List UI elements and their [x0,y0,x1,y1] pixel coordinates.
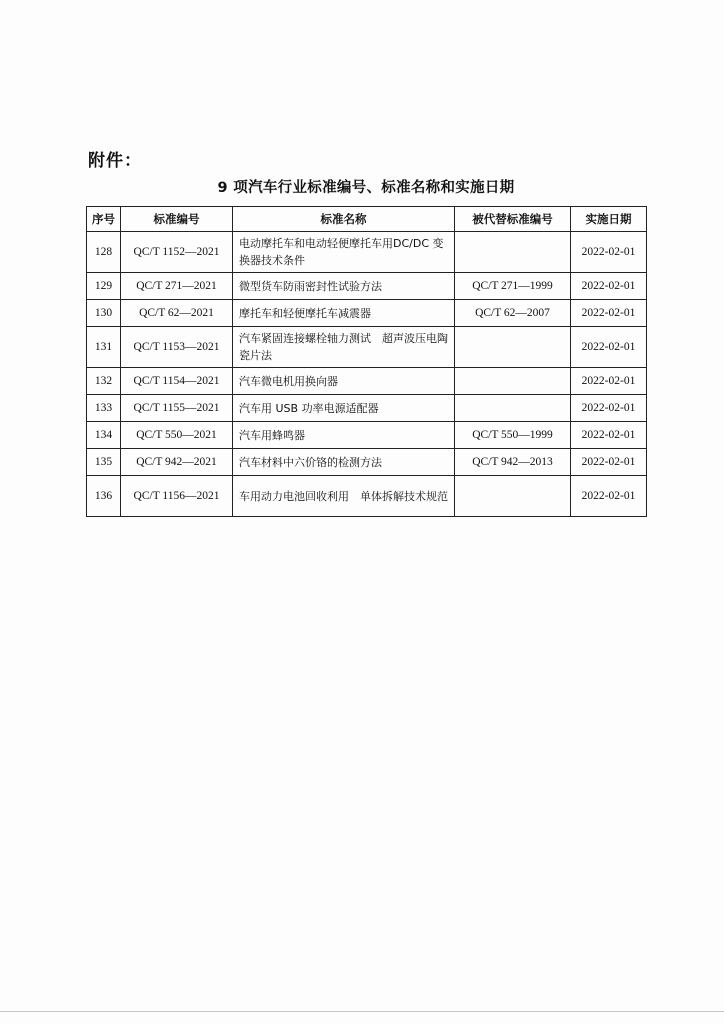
cell-replaced-code [455,368,571,395]
attachment-label: 附件： [88,151,142,171]
cell-standard-name: 微型货车防雨密封性试验方法 [233,273,455,300]
cell-serial-no: 131 [87,327,121,368]
cell-effective-date: 2022-02-01 [571,273,647,300]
cell-effective-date: 2022-02-01 [571,368,647,395]
table-row [87,449,647,476]
cell-effective-date: 2022-02-01 [571,422,647,449]
cell-standard-code: QC/T 550—2021 [121,422,233,449]
cell-standard-name: 汽车用 USB 功率电源适配器 [233,395,455,422]
cell-standard-code: QC/T 1152—2021 [121,232,233,273]
cell-replaced-code: QC/T 550—1999 [455,422,571,449]
table-row [87,327,647,368]
cell-serial-no: 132 [87,368,121,395]
header-serial-no: 序号 [87,207,121,232]
table-row [87,232,647,273]
cell-serial-no: 134 [87,422,121,449]
table-row [87,300,647,327]
cell-standard-code: QC/T 1155—2021 [121,395,233,422]
cell-standard-code: QC/T 62—2021 [121,300,233,327]
cell-standard-code: QC/T 1154—2021 [121,368,233,395]
cell-standard-code: QC/T 271—2021 [121,273,233,300]
cell-effective-date: 2022-02-01 [571,232,647,273]
table-row [87,395,647,422]
header-effective-date: 实施日期 [571,207,647,232]
cell-serial-no: 128 [87,232,121,273]
document-title: 9 项汽车行业标准编号、标准名称和实施日期 [217,180,515,196]
cell-standard-code: QC/T 1153—2021 [121,327,233,368]
cell-effective-date: 2022-02-01 [571,476,647,517]
cell-effective-date: 2022-02-01 [571,395,647,422]
cell-replaced-code [455,232,571,273]
cell-serial-no: 135 [87,449,121,476]
cell-replaced-code [455,327,571,368]
cell-serial-no: 130 [87,300,121,327]
header-standard-code: 标准编号 [121,207,233,232]
header-replaced-code: 被代替标准编号 [455,207,571,232]
standards-table [86,206,647,517]
cell-standard-name: 摩托车和轻便摩托车减震器 [233,300,455,327]
cell-standard-name: 汽车用蜂鸣器 [233,422,455,449]
cell-serial-no: 129 [87,273,121,300]
table-row [87,476,647,517]
cell-effective-date: 2022-02-01 [571,449,647,476]
header-standard-name: 标准名称 [233,207,455,232]
page-bottom-divider [0,1011,724,1012]
cell-standard-name: 电动摩托车和电动轻便摩托车用DC/DC 变换器技术条件 [233,232,455,273]
cell-replaced-code [455,395,571,422]
cell-serial-no: 136 [87,476,121,517]
cell-standard-name: 汽车紧固连接螺栓轴力测试 超声波压电陶瓷片法 [233,327,455,368]
table-row [87,422,647,449]
cell-standard-name: 车用动力电池回收利用 单体拆解技术规范 [233,476,455,517]
cell-effective-date: 2022-02-01 [571,327,647,368]
table-row [87,273,647,300]
cell-serial-no: 133 [87,395,121,422]
cell-standard-name: 汽车材料中六价铬的检测方法 [233,449,455,476]
cell-standard-code: QC/T 942—2021 [121,449,233,476]
table-row [87,368,647,395]
cell-effective-date: 2022-02-01 [571,300,647,327]
cell-replaced-code: QC/T 942—2013 [455,449,571,476]
table-header-row [87,207,647,232]
cell-standard-name: 汽车微电机用换向器 [233,368,455,395]
cell-replaced-code [455,476,571,517]
cell-standard-code: QC/T 1156—2021 [121,476,233,517]
cell-replaced-code: QC/T 271—1999 [455,273,571,300]
cell-replaced-code: QC/T 62—2007 [455,300,571,327]
